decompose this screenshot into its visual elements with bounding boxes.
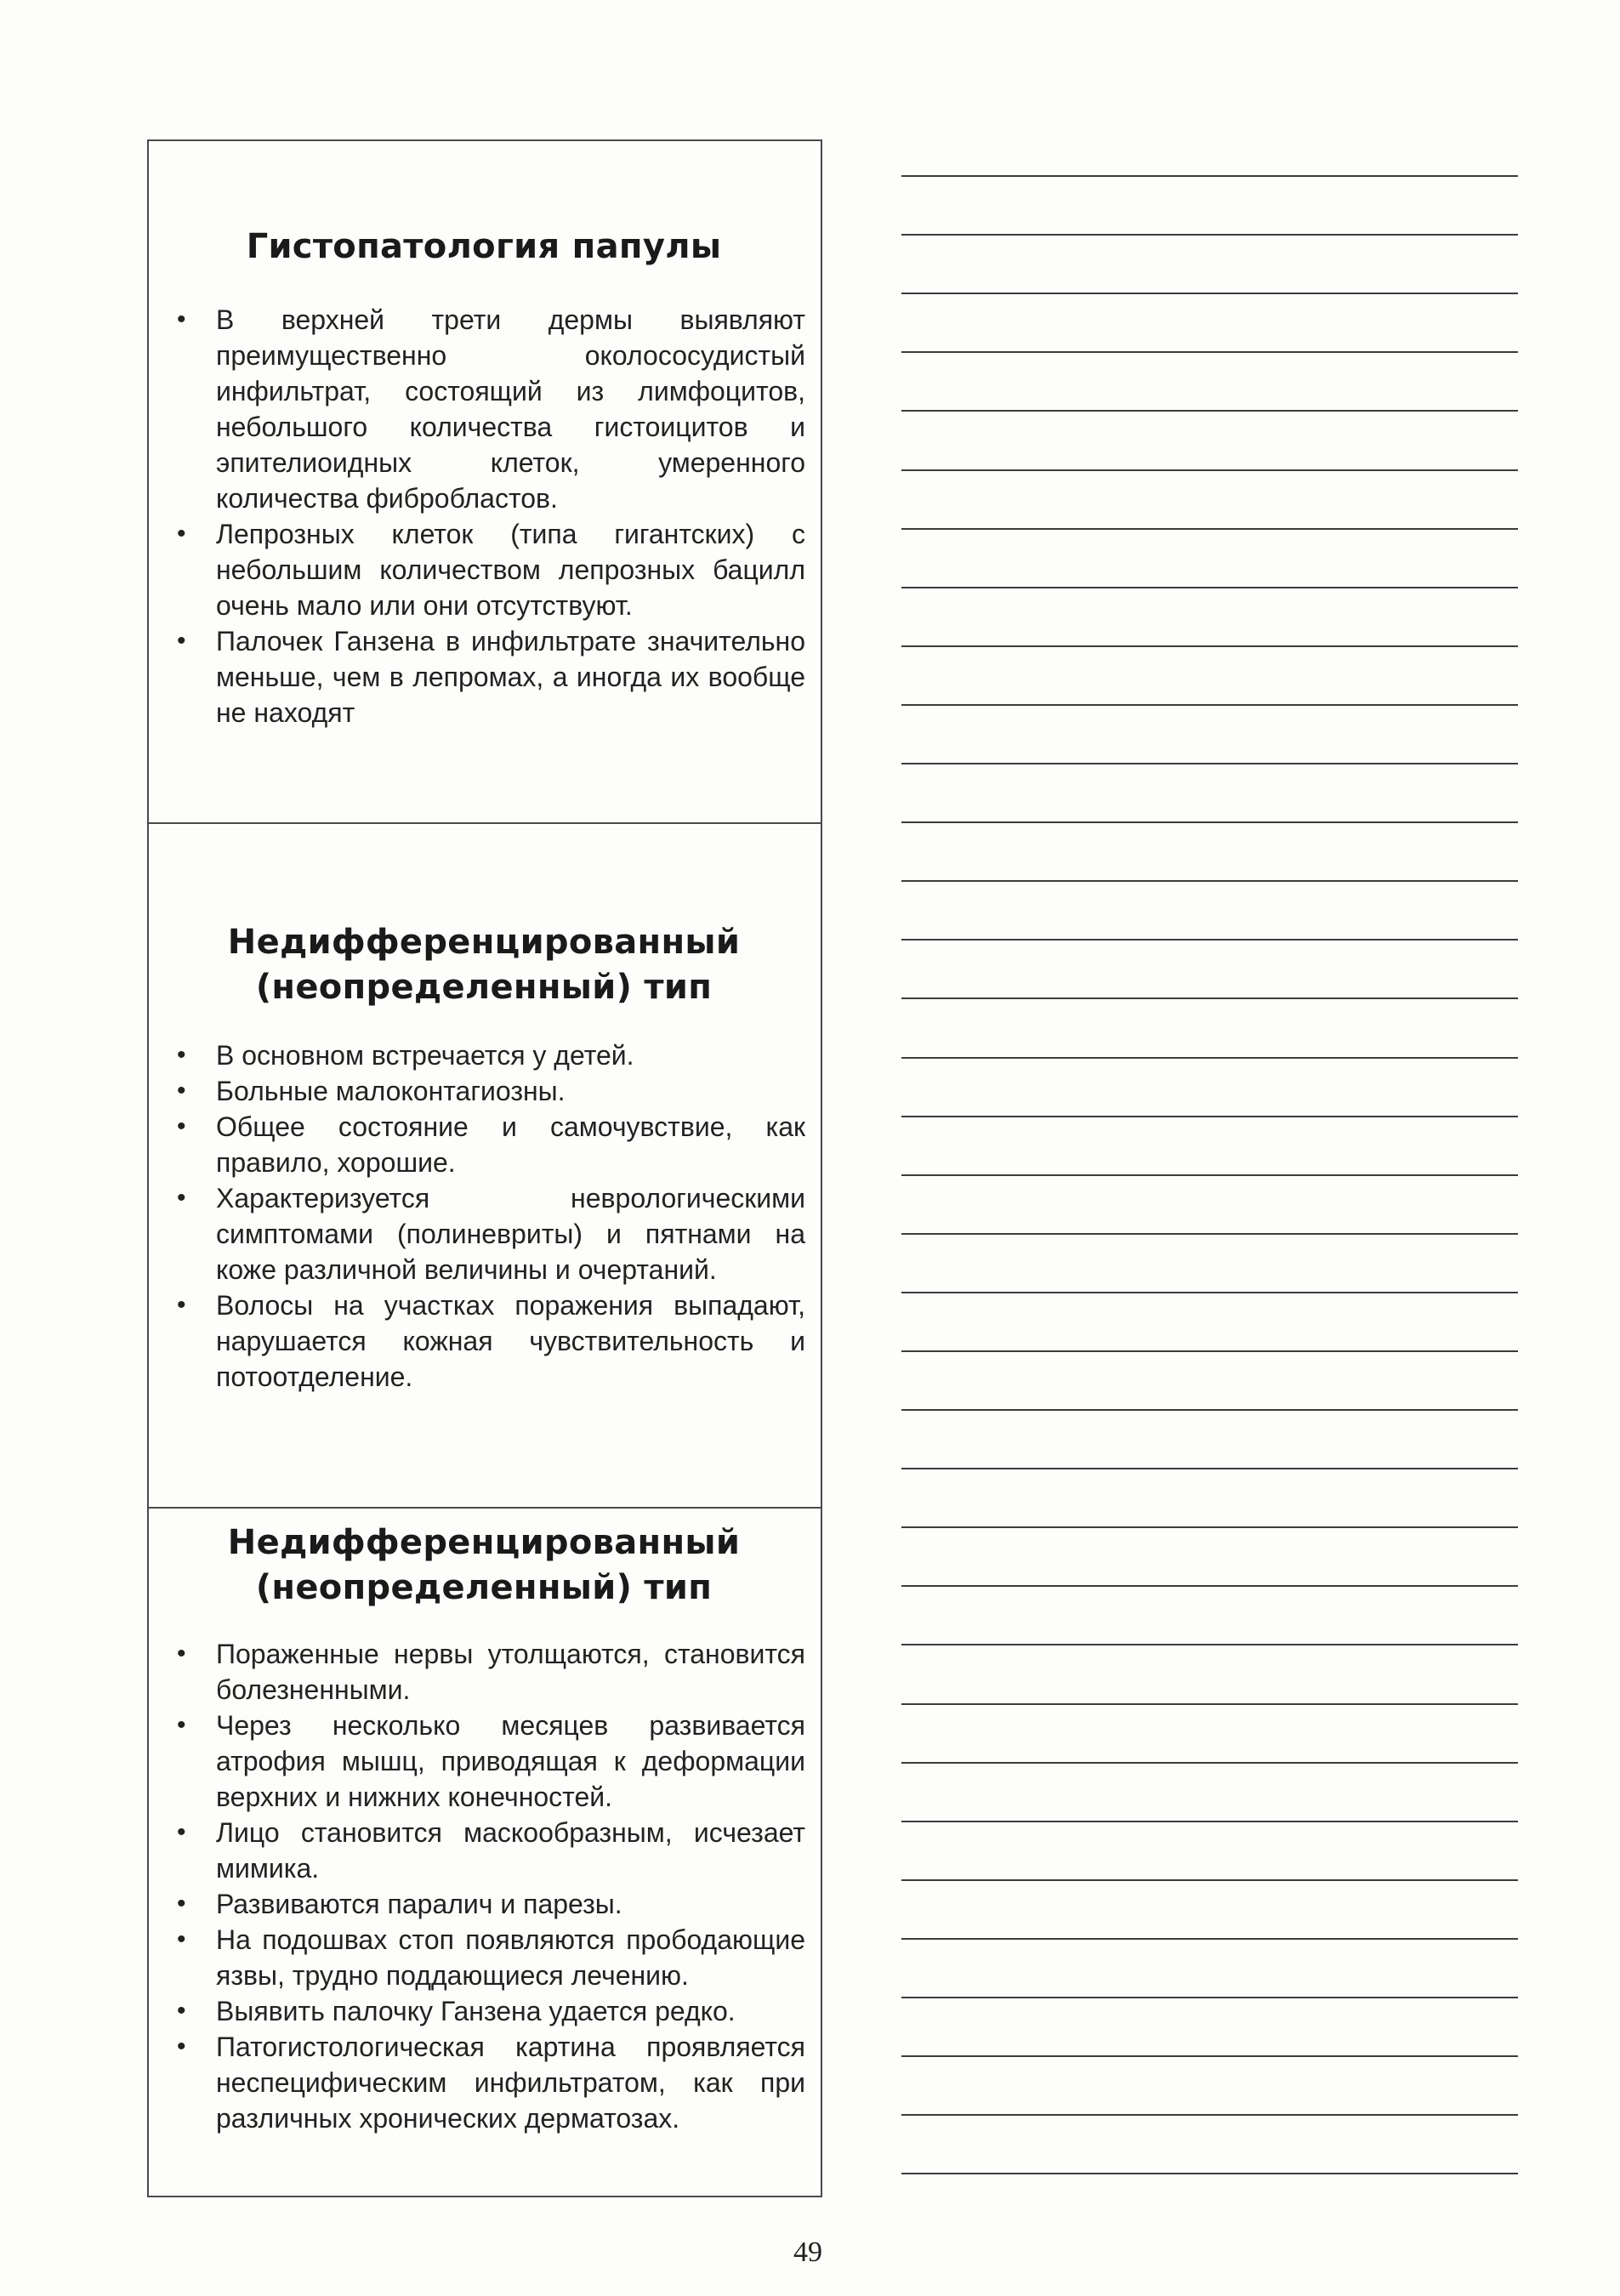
bullet-icon: • — [177, 1077, 186, 1105]
list-item-text: Через несколько месяцев развивается атрофия мышц, приводящая к деформации верхних и нижних конечностей. — [216, 1710, 805, 1812]
note-rule-line — [901, 1644, 1518, 1645]
page-number: 49 — [793, 2236, 822, 2268]
note-rule-line — [901, 763, 1518, 764]
section-title: Недифференцированный (неопределенный) тип — [227, 1523, 741, 1607]
note-rule-line — [901, 645, 1518, 647]
list-item-text: Патогистологическая картина проявляется неспецифическим инфильтратом, как при различных хронических дерматозах. — [216, 2032, 805, 2134]
list-item — [162, 1886, 805, 1922]
list-item — [162, 1922, 805, 1993]
note-rule-line — [901, 1409, 1518, 1411]
note-rule-line — [901, 939, 1518, 941]
list-item-text: В основном встречается у детей. — [216, 1040, 634, 1071]
slide-cards-column — [147, 139, 822, 2197]
note-rule-line — [901, 1879, 1518, 1881]
note-rule-line — [901, 1938, 1518, 1940]
note-rule-line — [901, 1468, 1518, 1469]
bullet-icon: • — [177, 2032, 186, 2060]
bullet-icon: • — [177, 305, 186, 333]
list-item — [162, 2029, 805, 2136]
note-rule-line — [901, 1585, 1518, 1587]
bullet-icon: • — [177, 1041, 186, 1069]
list-item-text: Волосы на участках поражения выпадают, нарушается кожная чувствительность и потоотделение. — [216, 1290, 805, 1392]
note-rule-line — [901, 2055, 1518, 2057]
list-item — [162, 1636, 805, 1708]
note-rule-line — [901, 1174, 1518, 1176]
bullet-icon: • — [177, 1925, 186, 1953]
note-rule-line — [901, 234, 1518, 236]
section-title: Недифференцированный (неопределенный) тип — [227, 923, 741, 1007]
note-rule-line — [901, 587, 1518, 588]
note-rule-line — [901, 2173, 1518, 2174]
bullet-icon: • — [177, 1890, 186, 1918]
list-item — [162, 1708, 805, 1815]
list-item — [162, 1815, 805, 1886]
list-item — [162, 1993, 805, 2029]
list-item-text: Пораженные нервы утолщаются, становится болезненными. — [216, 1639, 805, 1705]
note-rule-line — [901, 2114, 1518, 2116]
list-item-text: Выявить палочку Ганзена удается редко. — [216, 1996, 736, 2026]
list-item — [162, 1287, 805, 1395]
bullet-icon: • — [177, 627, 186, 655]
note-rule-line — [901, 997, 1518, 999]
section-papule-histopathology — [149, 141, 821, 824]
section-title: Гистопатология папулы — [246, 227, 722, 266]
bullet-icon: • — [177, 1711, 186, 1739]
notes-lines-column — [901, 0, 1518, 2211]
list-item-text: Палочек Ганзена в инфильтрате значительно меньше, чем в лепромах, а иногда их вообще не находят — [216, 626, 805, 728]
note-rule-line — [901, 1116, 1518, 1117]
list-item — [162, 1180, 805, 1287]
bullet-icon: • — [177, 1184, 186, 1212]
bullet-list — [162, 1636, 805, 2136]
note-rule-line — [901, 880, 1518, 882]
note-rule-line — [901, 821, 1518, 823]
list-item — [162, 302, 805, 516]
list-item-text: Характеризуется неврологическими симптомами (полиневриты) и пятнами на коже различной величины и очертаний. — [216, 1183, 805, 1285]
section-undifferentiated-type-1 — [149, 824, 821, 1509]
note-rule-line — [901, 1762, 1518, 1764]
list-item — [162, 1109, 805, 1180]
list-item-text: Лепрозных клеток (типа гигантских) с небольшим количеством лепрозных бацилл очень мало или они отсутствуют. — [216, 519, 805, 621]
note-rule-line — [901, 1821, 1518, 1822]
list-item-text: В верхней трети дермы выявляют преимущественно околососудистый инфильтрат, состоящий из лимфоцитов, небольшого количества гистоицитов и эпителиоидных клеток, умеренного количества фибробластов. — [216, 304, 805, 514]
note-rule-line — [901, 1292, 1518, 1293]
list-item — [162, 1037, 805, 1073]
bullet-list — [162, 1037, 805, 1395]
note-rule-line — [901, 175, 1518, 177]
list-item — [162, 1073, 805, 1109]
list-item — [162, 623, 805, 730]
note-rule-line — [901, 1057, 1518, 1059]
bullet-icon: • — [177, 1291, 186, 1319]
note-rule-line — [901, 1350, 1518, 1352]
list-item-text: На подошвах стоп появляются прободающие язвы, трудно поддающиеся лечению. — [216, 1924, 805, 1991]
list-item — [162, 516, 805, 623]
bullet-icon: • — [177, 520, 186, 548]
note-rule-line — [901, 1997, 1518, 1998]
note-rule-line — [901, 410, 1518, 412]
list-item-text: Больные малоконтагиозны. — [216, 1076, 566, 1106]
bullet-list — [162, 302, 805, 730]
note-rule-line — [901, 293, 1518, 294]
note-rule-line — [901, 351, 1518, 353]
bullet-icon: • — [177, 1640, 186, 1668]
note-rule-line — [901, 1233, 1518, 1235]
note-rule-line — [901, 528, 1518, 530]
note-rule-line — [901, 1526, 1518, 1528]
bullet-icon: • — [177, 1818, 186, 1846]
bullet-icon: • — [177, 1112, 186, 1140]
bullet-icon: • — [177, 1997, 186, 2025]
list-item-text: Общее состояние и самочувствие, как правило, хорошие. — [216, 1111, 805, 1178]
note-rule-line — [901, 469, 1518, 471]
list-item-text: Лицо становится маскообразным, исчезает мимика. — [216, 1817, 805, 1884]
note-rule-line — [901, 1703, 1518, 1705]
note-rule-line — [901, 704, 1518, 706]
section-undifferentiated-type-2 — [149, 1509, 821, 2197]
list-item-text: Развиваются паралич и парезы. — [216, 1889, 622, 1919]
